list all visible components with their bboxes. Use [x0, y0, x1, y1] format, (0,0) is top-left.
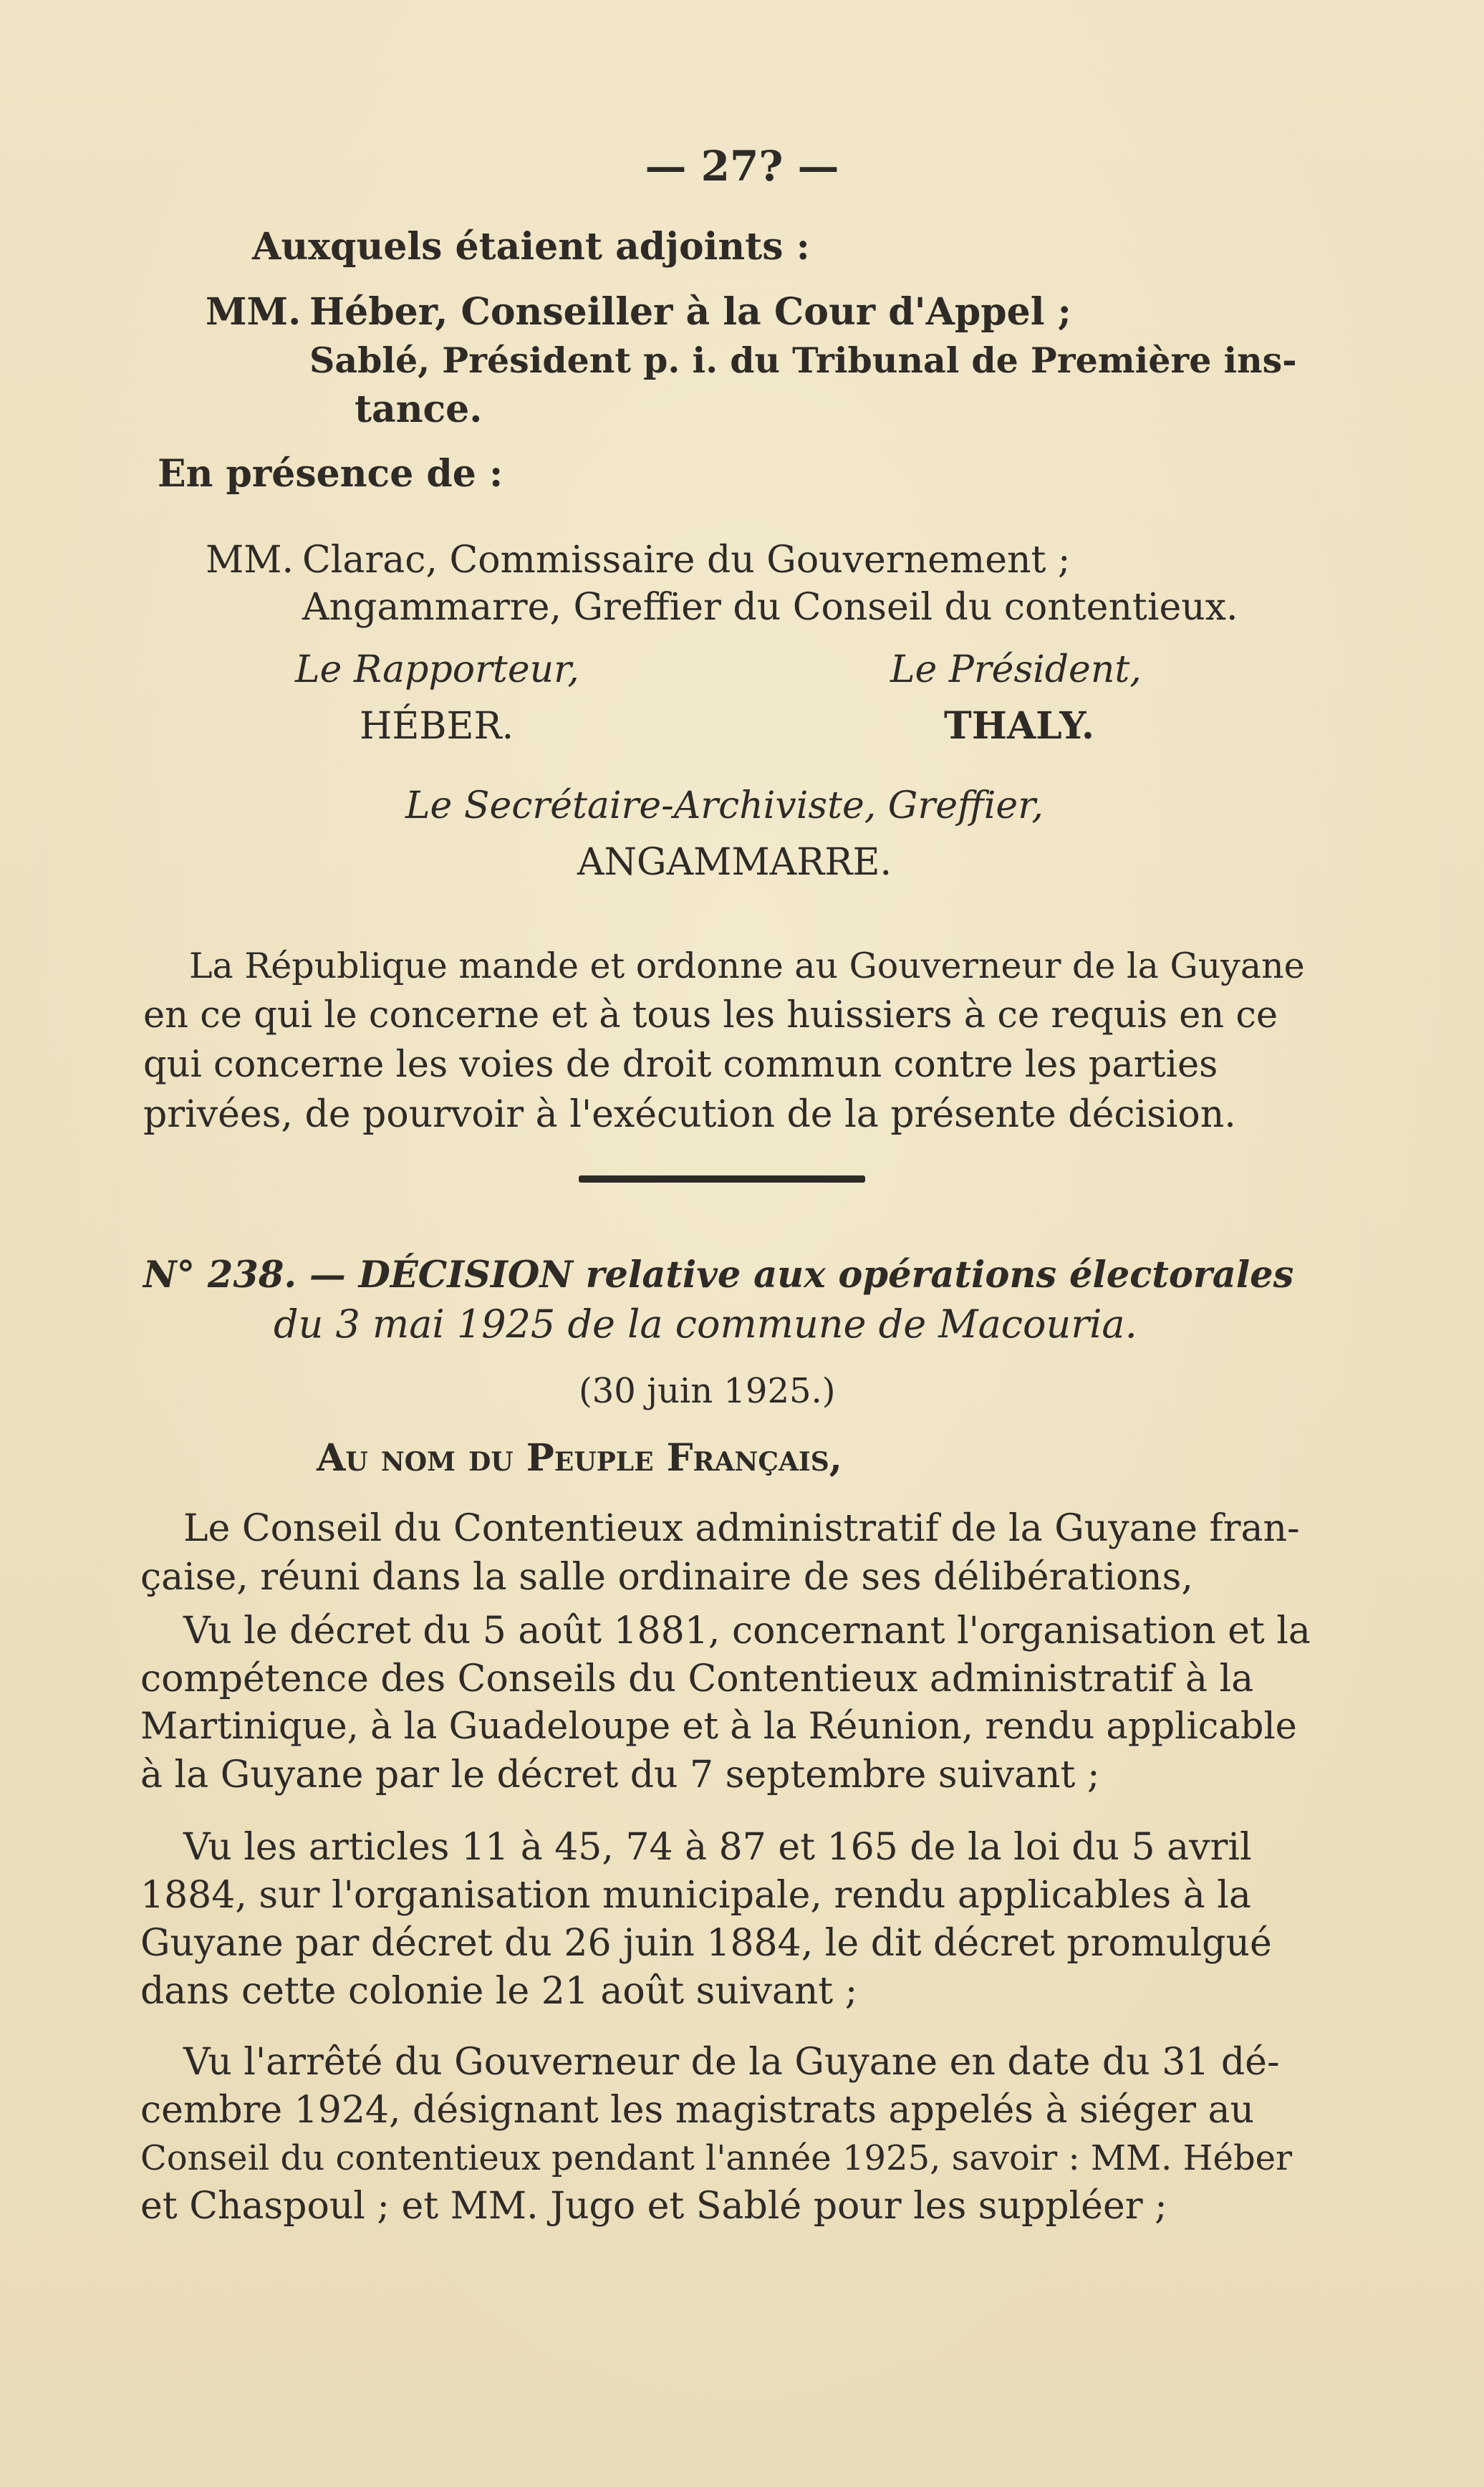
decision-date: (30 juin 1925.) [579, 1371, 836, 1411]
sable-line: Sablé, Président p. i. du Tribunal de Première ins- [309, 340, 1297, 381]
mm-label-1: MM. [206, 290, 302, 334]
p1-line-2: çaise, réuni dans la salle ordinaire de ses délibérations, [140, 1556, 1193, 1599]
p2-line-1: Vu le décret du 5 août 1881, concernant l'organisation et la [183, 1610, 1311, 1653]
p4-line-3: Conseil du contentieux pendant l'année 1925, savoir : MM. Héber [140, 2138, 1293, 2178]
au-nom-heading: Au nom du Peuple Français, [317, 1436, 842, 1480]
p3-line-1: Vu les articles 11 à 45, 74 à 87 et 165 de la loi du 5 avril [183, 1826, 1252, 1869]
mandate-line-1 [189, 943, 1305, 989]
p2-line-4: à la Guyane par le décret du 7 septembre suivant ; [140, 1754, 1100, 1796]
mandate-line-1-text: La République mande et ordonne au Gouverneur de la Guyane [189, 946, 1305, 986]
p3-line-4: dans cette colonie le 21 août suivant ; [140, 1970, 858, 2013]
secretaire-title: Le Secrétaire-Archiviste, Greffier, [405, 784, 1044, 827]
president-name: THALY. [944, 704, 1094, 748]
heber-line: Héber, Conseiller à la Cour d'Appel ; [309, 290, 1071, 334]
clarac-line: Clarac, Commissaire du Gouvernement ; [302, 539, 1071, 582]
mandate-line-2-text: en ce qui le concerne et à tous les huissiers à ce requis en ce [143, 994, 1278, 1036]
mandate-line-3-text: qui concerne les voies de droit commun contre les parties [143, 1044, 1218, 1086]
p3-line-2: 1884, sur l'organisation municipale, rendu applicables à la [140, 1874, 1251, 1917]
page-number: — 27? — [645, 142, 839, 191]
rapporteur-name: HÉBER. [360, 705, 514, 748]
decision-heading-line-1: N° 238. — DÉCISION relative aux opérations électorales [143, 1254, 1294, 1297]
instance-line: tance. [355, 388, 483, 431]
section-divider [579, 1175, 865, 1183]
presence-heading: En présence de : [158, 452, 504, 496]
p4-line-1: Vu l'arrêté du Gouverneur de la Guyane en date du 31 dé- [183, 2041, 1280, 2084]
president-title: Le Président, [890, 648, 1142, 691]
p2-line-2: compétence des Conseils du Contentieux administratif à la [140, 1658, 1254, 1701]
adjoints-line: Auxquels étaient adjoints : [252, 225, 810, 269]
rapporteur-title: Le Rapporteur, [295, 648, 579, 691]
p4-line-2: cembre 1924, désignant les magistrats appelés à siéger au [140, 2089, 1255, 2132]
mandate-line-4: privées, de pourvoir à l'exécution de la présente décision. [143, 1093, 1236, 1136]
decision-heading-line-2: du 3 mai 1925 de la commune de Macouria. [274, 1302, 1137, 1347]
p4-line-4: et Chaspoul ; et MM. Jugo et Sablé pour les suppléer ; [140, 2185, 1167, 2228]
mm-label-2: MM. [206, 539, 294, 582]
angammarre-line: Angammarre, Greffier du Conseil du contentieux. [302, 586, 1238, 629]
mandate-line-2 [143, 993, 1305, 1039]
secretaire-name: ANGAMMARRE. [577, 841, 892, 884]
mandate-line-3 [143, 1042, 1305, 1088]
p1-line-1: Le Conseil du Contentieux administratif de la Guyane fran- [183, 1507, 1300, 1550]
p2-line-3: Martinique, à la Guadeloupe et à la Réunion, rendu applicable [140, 1706, 1297, 1748]
p3-line-3: Guyane par décret du 26 juin 1884, le dit décret promulgué [140, 1922, 1272, 1965]
